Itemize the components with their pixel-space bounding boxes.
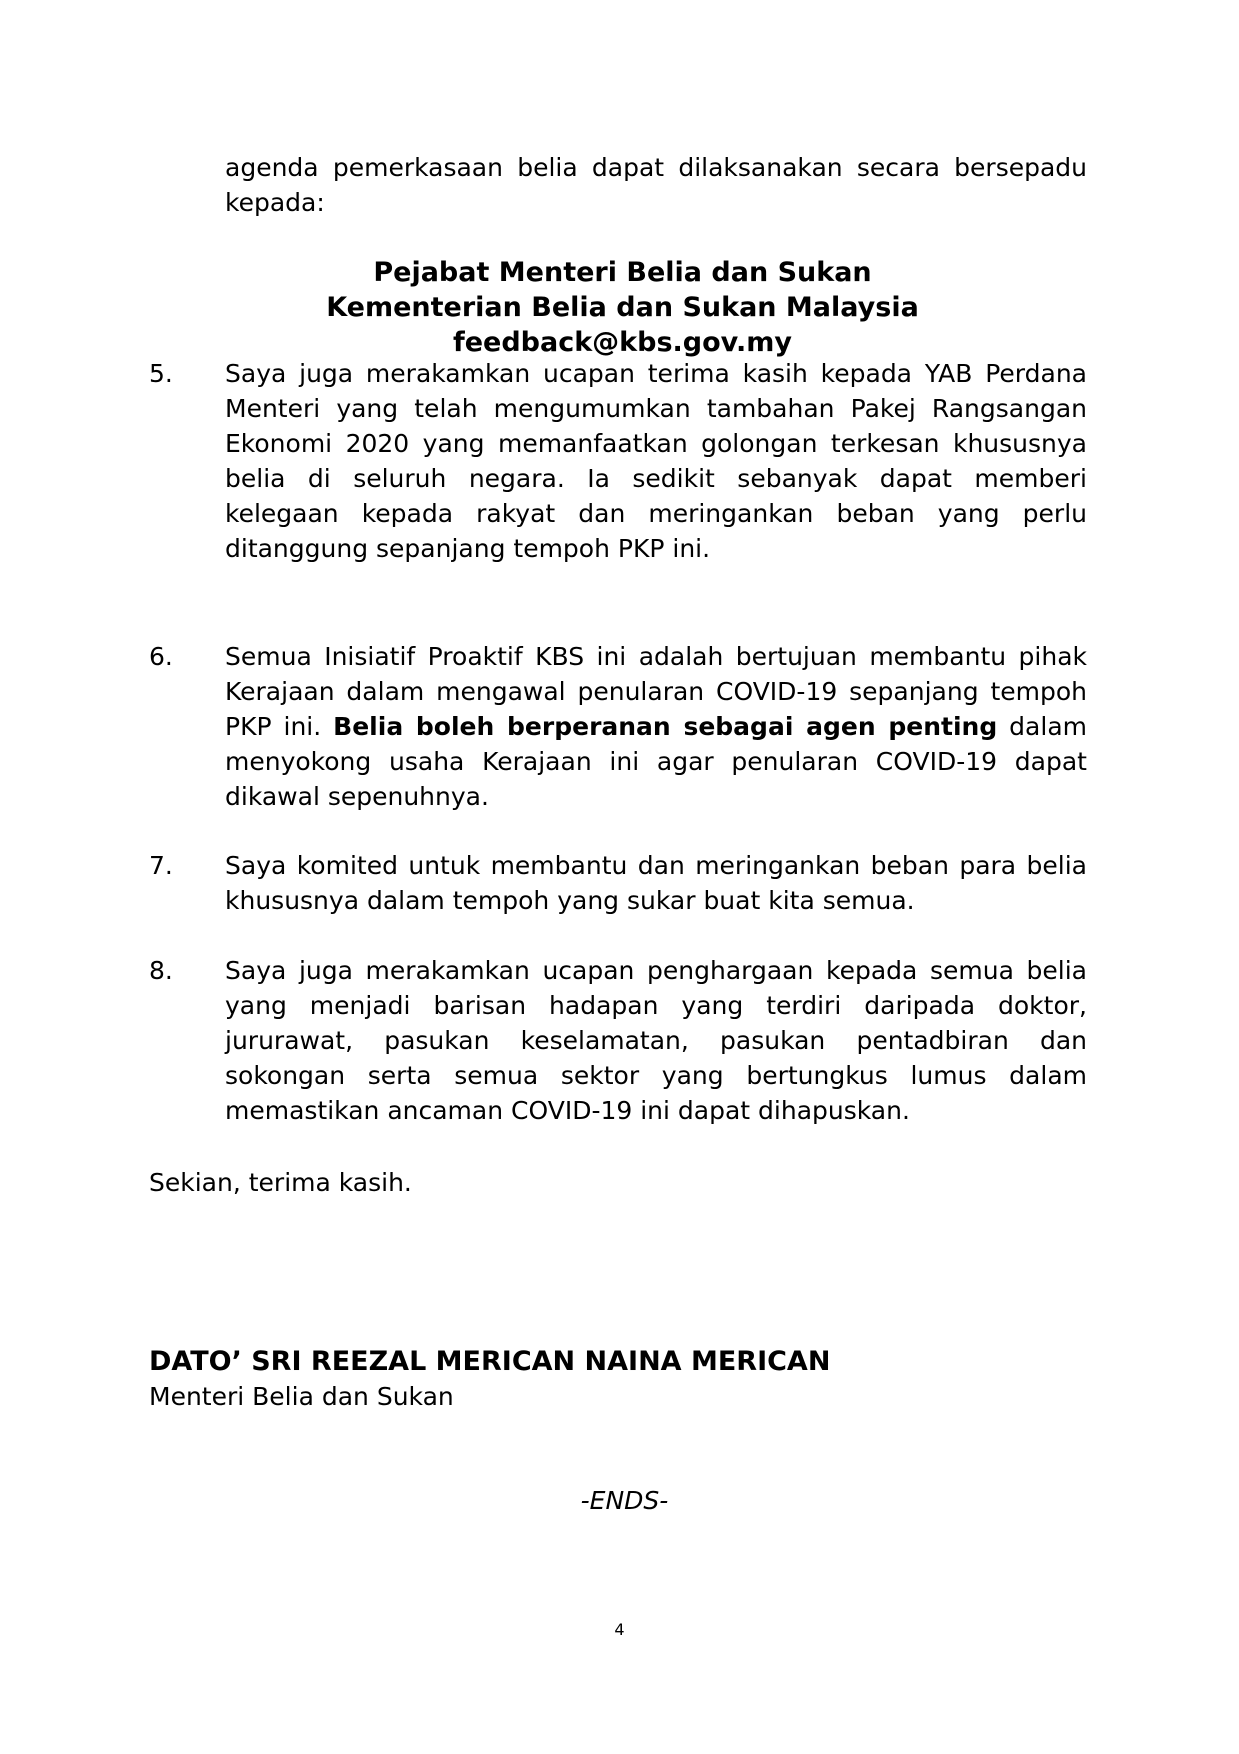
- closing-line: Sekian, terima kasih.: [149, 1168, 412, 1197]
- signatory-name: DATO’ SRI REEZAL MERICAN NAINA MERICAN: [149, 1346, 831, 1377]
- contact-email: feedback@kbs.gov.my: [452, 327, 793, 358]
- paragraph-text-emphasis: Belia boleh berperanan sebagai agen penting: [333, 712, 998, 741]
- signatory-block: [149, 1344, 830, 1414]
- paragraph-text: Saya juga merakamkan ucapan penghargaan kepada semua belia yang menjadi barisan hadapan yang terdiri daripada doktor, jururawat, pasukan keselamatan, pasukan pentadbiran dan sokongan serta semua sektor yang bertungkus lumus dalam memastikan ancaman COVID-19 ini dapat dihapuskan.: [225, 956, 1087, 1125]
- paragraph-5: [149, 356, 1087, 566]
- ends-marker: -ENDS-: [580, 1486, 669, 1515]
- paragraph-number: 5.: [149, 359, 173, 388]
- contact-block: [0, 255, 1239, 360]
- paragraph-text-end: dalam menyokong usaha Kerajaan ini agar penularan COVID-19 dapat dikawal sepenuhnya.: [225, 712, 1087, 811]
- paragraph-text: Saya komited untuk membantu dan meringankan beban para belia khususnya dalam tempoh yang sukar buat kita semua.: [225, 851, 1087, 915]
- page-number: 4: [614, 1620, 625, 1639]
- paragraph-text: Saya juga merakamkan ucapan terima kasih kepada YAB Perdana Menteri yang telah mengumumkan tambahan Pakej Rangsangan Ekonomi 2020 yang memanfaatkan golongan terkesan khususnya belia di seluruh negara. Ia sedikit sebanyak dapat memberi kelegaan kepada rakyat dan meringankan beban yang perlu ditanggung sepanjang tempoh PKP ini.: [225, 359, 1087, 563]
- paragraph-text-start: Semua Inisiatif Proaktif KBS ini adalah bertujuan membantu pihak Kerajaan dalam mengawal penularan COVID-19 sepanjang tempoh PKP ini.: [225, 642, 1087, 741]
- paragraph-6: [149, 639, 1087, 814]
- paragraph-number: 7.: [149, 851, 173, 880]
- paragraph-number: 6.: [149, 642, 173, 671]
- signatory-title: Menteri Belia dan Sukan: [149, 1382, 454, 1411]
- paragraph-text: [225, 639, 1087, 814]
- contact-office: Pejabat Menteri Belia dan Sukan: [373, 257, 872, 288]
- paragraph-8: [149, 953, 1087, 1128]
- paragraph-number: 8.: [149, 956, 173, 985]
- paragraph-7: [149, 848, 1087, 918]
- contact-ministry: Kementerian Belia dan Sukan Malaysia: [326, 292, 919, 323]
- intro-text: agenda pemerkasaan belia dapat dilaksanakan secara bersepadu kepada:: [225, 153, 1087, 217]
- intro-paragraph: [225, 150, 1087, 220]
